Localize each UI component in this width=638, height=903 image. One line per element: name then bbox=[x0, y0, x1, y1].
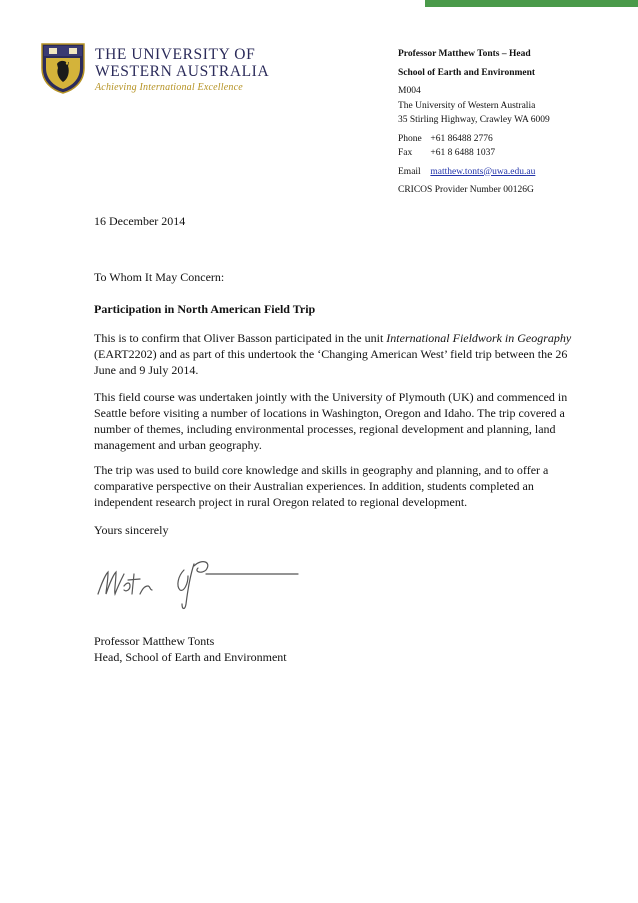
contact-phone-row bbox=[398, 132, 630, 147]
fax-value: +61 8 6488 1037 bbox=[430, 148, 496, 158]
contact-school: School of Earth and Environment bbox=[398, 67, 536, 78]
cricos-number: CRICOS Provider Number 00126G bbox=[398, 185, 534, 195]
paragraph-confirmation bbox=[94, 330, 574, 378]
university-name bbox=[95, 46, 269, 80]
contact-block bbox=[398, 47, 630, 198]
accent-bar bbox=[425, 0, 638, 7]
email-link[interactable]: matthew.tonts@uwa.edu.au bbox=[430, 166, 536, 177]
phone-value: +61 86488 2776 bbox=[430, 133, 493, 144]
university-motto: Achieving International Excellence bbox=[95, 82, 243, 93]
university-name-line2: WESTERN AUSTRALIA bbox=[95, 63, 270, 80]
university-crest-icon bbox=[40, 42, 86, 94]
email-label: Email bbox=[398, 166, 421, 177]
fax-label: Fax bbox=[398, 148, 413, 158]
paragraph-field-course: This field course was undertaken jointly with the University of Plymouth (UK) and commenced in Seattle before visiting a number of locations in Washington, Oregon and Idaho. The trip covered a number of themes, including environmental processes, regional development and planning, land management and urban geography. bbox=[94, 390, 568, 452]
university-name-line1: THE UNIVERSITY OF bbox=[95, 46, 256, 63]
salutation: To Whom It May Concern: bbox=[94, 270, 225, 284]
signer-title: Head, School of Earth and Environment bbox=[94, 650, 287, 664]
para1-text-a: This is to confirm that Oliver Basson participated in the unit bbox=[94, 331, 387, 345]
contact-name: Professor Matthew Tonts – Head bbox=[398, 49, 531, 59]
contact-email-row bbox=[398, 165, 630, 180]
signature bbox=[94, 552, 304, 612]
contact-address-line1: The University of Western Australia bbox=[398, 100, 536, 111]
para1-text-b: (EART2202) and as part of this undertook the ‘Changing American West’ field trip between the 26 June and 9 July 2014. bbox=[94, 347, 568, 377]
letter-date: 16 December 2014 bbox=[94, 214, 186, 228]
paragraph-purpose: The trip was used to build core knowledge and skills in geography and planning, and to offer a comparative perspective on their Australian experiences. In addition, students completed an independent research project in rural Oregon related to regional development. bbox=[94, 463, 549, 509]
contact-mail-code: M004 bbox=[398, 86, 421, 96]
contact-address-line2: 35 Stirling Highway, Crawley WA 6009 bbox=[398, 115, 550, 125]
closing: Yours sincerely bbox=[94, 523, 169, 537]
phone-label: Phone bbox=[398, 133, 422, 144]
letter-subject: Participation in North American Field Trip bbox=[94, 302, 316, 316]
unit-name: International Fieldwork in Geography bbox=[386, 331, 572, 345]
contact-fax-row bbox=[398, 146, 630, 161]
signer-name: Professor Matthew Tonts bbox=[94, 634, 215, 648]
